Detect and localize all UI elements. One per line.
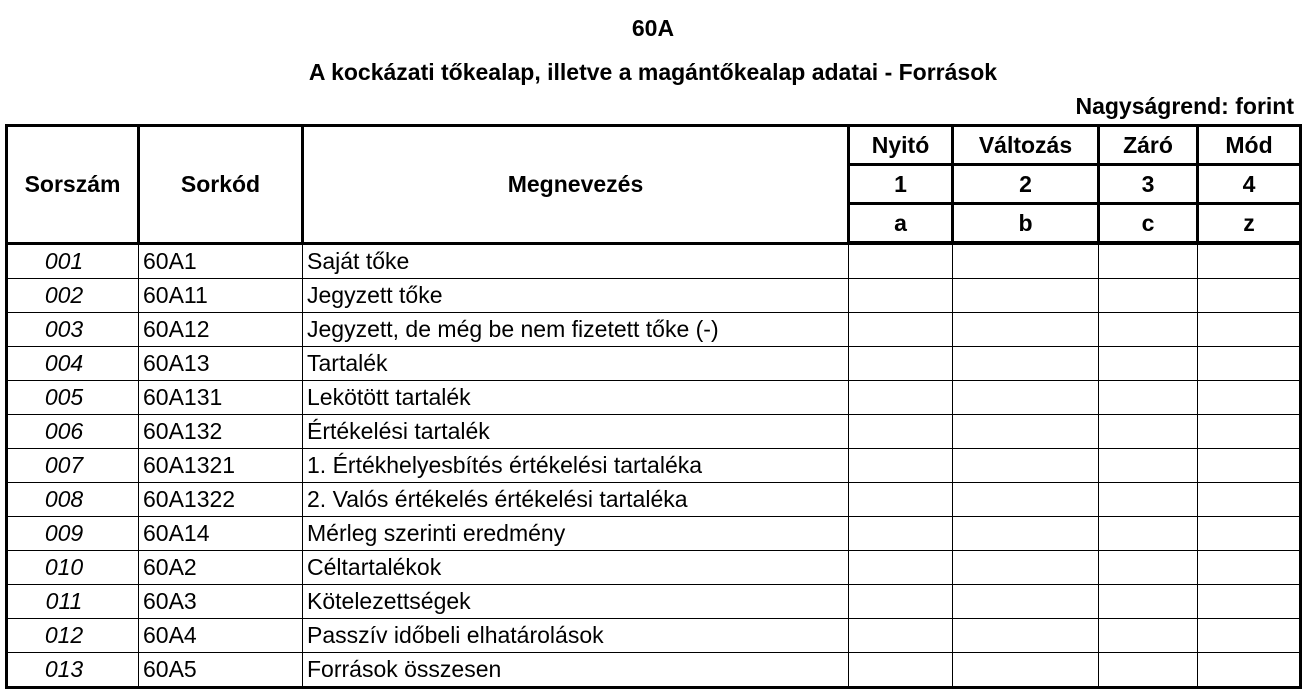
value-cell-mod[interactable] (1198, 243, 1301, 279)
value-cell-zaro[interactable] (1099, 619, 1198, 653)
unit-label: Nagyságrend: forint (1075, 93, 1294, 119)
row-number: 002 (7, 279, 139, 313)
value-cell-valtozas[interactable] (953, 243, 1099, 279)
table-row (7, 347, 1301, 381)
value-cell-nyito[interactable] (849, 279, 953, 313)
row-name: Jegyzett tőke (303, 279, 849, 313)
table-row (7, 243, 1301, 279)
header-valtozas: Változás (953, 126, 1099, 165)
table-row (7, 313, 1301, 347)
header-number: 2 (953, 165, 1099, 204)
value-cell-mod[interactable] (1198, 449, 1301, 483)
table-row (7, 415, 1301, 449)
value-cell-valtozas[interactable] (953, 585, 1099, 619)
header-megnevezes: Megnevezés (303, 126, 849, 244)
row-code: 60A3 (139, 585, 303, 619)
value-cell-mod[interactable] (1198, 347, 1301, 381)
row-code: 60A2 (139, 551, 303, 585)
value-cell-valtozas[interactable] (953, 551, 1099, 585)
row-code: 60A4 (139, 619, 303, 653)
value-cell-nyito[interactable] (849, 347, 953, 381)
row-number: 001 (7, 243, 139, 279)
value-cell-valtozas[interactable] (953, 449, 1099, 483)
header-sorszam: Sorszám (7, 126, 139, 244)
value-cell-zaro[interactable] (1099, 313, 1198, 347)
value-cell-valtozas[interactable] (953, 619, 1099, 653)
row-code: 60A12 (139, 313, 303, 347)
row-name: Saját tőke (303, 243, 849, 279)
header-number: 1 (849, 165, 953, 204)
row-name: 1. Értékhelyesbítés értékelési tartaléka (303, 449, 849, 483)
value-cell-zaro[interactable] (1099, 381, 1198, 415)
table-row (7, 551, 1301, 585)
row-number: 010 (7, 551, 139, 585)
row-code: 60A1321 (139, 449, 303, 483)
value-cell-valtozas[interactable] (953, 279, 1099, 313)
row-code: 60A11 (139, 279, 303, 313)
row-name: Jegyzett, de még be nem fizetett tőke (-) (303, 313, 849, 347)
form-code: 60A (631, 15, 675, 41)
value-cell-valtozas[interactable] (953, 415, 1099, 449)
value-cell-mod[interactable] (1198, 551, 1301, 585)
value-cell-mod[interactable] (1198, 381, 1301, 415)
value-cell-zaro[interactable] (1099, 243, 1198, 279)
value-cell-nyito[interactable] (849, 381, 953, 415)
row-name: Források összesen (303, 653, 849, 688)
header-letter: a (849, 204, 953, 244)
value-cell-zaro[interactable] (1099, 415, 1198, 449)
table-row (7, 653, 1301, 688)
value-cell-zaro[interactable] (1099, 279, 1198, 313)
value-cell-nyito[interactable] (849, 313, 953, 347)
row-number: 005 (7, 381, 139, 415)
value-cell-valtozas[interactable] (953, 347, 1099, 381)
value-cell-nyito[interactable] (849, 585, 953, 619)
row-code: 60A14 (139, 517, 303, 551)
value-cell-nyito[interactable] (849, 619, 953, 653)
header-sorkod: Sorkód (139, 126, 303, 244)
table-body (7, 243, 1301, 688)
data-table (5, 124, 1302, 689)
row-name: Tartalék (303, 347, 849, 381)
value-cell-mod[interactable] (1198, 313, 1301, 347)
row-code: 60A5 (139, 653, 303, 688)
table-row (7, 585, 1301, 619)
row-number: 006 (7, 415, 139, 449)
value-cell-zaro[interactable] (1099, 551, 1198, 585)
value-cell-zaro[interactable] (1099, 517, 1198, 551)
value-cell-nyito[interactable] (849, 551, 953, 585)
row-code: 60A1 (139, 243, 303, 279)
row-name: Értékelési tartalék (303, 415, 849, 449)
row-number: 012 (7, 619, 139, 653)
row-number: 007 (7, 449, 139, 483)
table-row (7, 381, 1301, 415)
page-title: A kockázati tőkealap, illetve a magántőkealap adatai - Források (308, 59, 998, 85)
value-cell-nyito[interactable] (849, 243, 953, 279)
value-cell-valtozas[interactable] (953, 653, 1099, 688)
table-row (7, 483, 1301, 517)
value-cell-nyito[interactable] (849, 449, 953, 483)
header-letter: z (1198, 204, 1301, 244)
value-cell-valtozas[interactable] (953, 381, 1099, 415)
table-row (7, 279, 1301, 313)
row-number: 011 (7, 585, 139, 619)
value-cell-mod[interactable] (1198, 653, 1301, 688)
row-name: Kötelezettségek (303, 585, 849, 619)
row-number: 013 (7, 653, 139, 688)
value-cell-zaro[interactable] (1099, 483, 1198, 517)
row-name: 2. Valós értékelés értékelési tartaléka (303, 483, 849, 517)
value-cell-nyito[interactable] (849, 653, 953, 688)
value-cell-zaro[interactable] (1099, 653, 1198, 688)
row-code: 60A13 (139, 347, 303, 381)
value-cell-mod[interactable] (1198, 619, 1301, 653)
row-number: 003 (7, 313, 139, 347)
header-number: 4 (1198, 165, 1301, 204)
row-number: 004 (7, 347, 139, 381)
value-cell-mod[interactable] (1198, 517, 1301, 551)
header-zaro: Záró (1099, 126, 1198, 165)
row-name: Céltartalékok (303, 551, 849, 585)
row-name: Lekötött tartalék (303, 381, 849, 415)
row-name: Mérleg szerinti eredmény (303, 517, 849, 551)
header-letter: c (1099, 204, 1198, 244)
value-cell-zaro[interactable] (1099, 347, 1198, 381)
header-number: 3 (1099, 165, 1198, 204)
header-letter: b (953, 204, 1099, 244)
value-cell-mod[interactable] (1198, 483, 1301, 517)
row-code: 60A132 (139, 415, 303, 449)
value-cell-zaro[interactable] (1099, 585, 1198, 619)
value-cell-mod[interactable] (1198, 279, 1301, 313)
row-code: 60A131 (139, 381, 303, 415)
value-cell-mod[interactable] (1198, 415, 1301, 449)
table-header (7, 126, 1301, 244)
value-cell-mod[interactable] (1198, 585, 1301, 619)
table-row (7, 517, 1301, 551)
value-cell-valtozas[interactable] (953, 483, 1099, 517)
table-row (7, 449, 1301, 483)
row-name: Passzív időbeli elhatárolások (303, 619, 849, 653)
header-nyito: Nyitó (849, 126, 953, 165)
value-cell-nyito[interactable] (849, 483, 953, 517)
row-number: 008 (7, 483, 139, 517)
row-number: 009 (7, 517, 139, 551)
value-cell-nyito[interactable] (849, 415, 953, 449)
value-cell-valtozas[interactable] (953, 313, 1099, 347)
row-code: 60A1322 (139, 483, 303, 517)
value-cell-nyito[interactable] (849, 517, 953, 551)
table-row (7, 619, 1301, 653)
value-cell-zaro[interactable] (1099, 449, 1198, 483)
value-cell-valtozas[interactable] (953, 517, 1099, 551)
header-mod: Mód (1198, 126, 1301, 165)
